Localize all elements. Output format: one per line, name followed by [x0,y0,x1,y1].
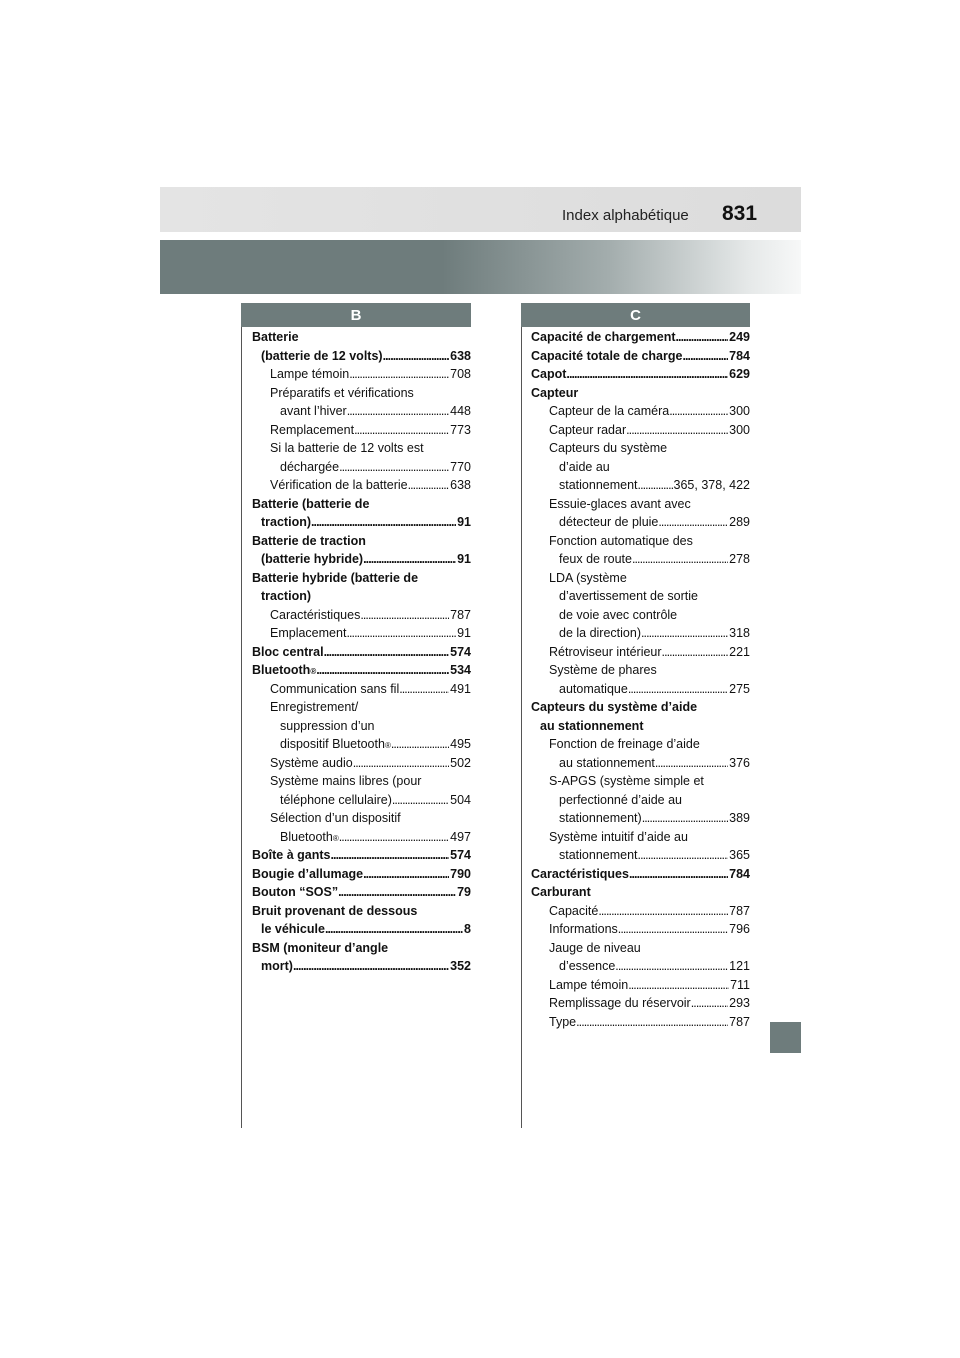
index-entry-text: téléphone cellulaire) [280,792,392,807]
index-entry-page[interactable]: 787 [729,1014,750,1029]
section-header-b: B [241,303,471,327]
index-entry [252,587,471,606]
index-entry-page[interactable]: 376 [729,755,750,770]
index-entry [252,902,471,921]
column-divider-left [241,303,242,1128]
index-entry-text: Système audio [270,755,353,770]
dot-leader [628,976,729,995]
index-entry-text: Fonction de freinage d’aide [549,737,700,751]
index-entry-text: Informations [549,922,618,936]
index-entry-text: Jauge de niveau [549,940,641,955]
index-entry: Bluetooth ® . . . 497 [252,828,471,847]
index-entry-text: suppression d’un [280,718,375,733]
index-entry-page[interactable]: 221 [729,644,750,659]
page-number: 831 [722,202,758,225]
index-entry-page[interactable]: 275 [729,681,750,696]
index-entry [252,439,471,458]
index-entry-text: Caractéristiques [270,607,361,622]
index-entry-page[interactable]: 300 [729,422,750,437]
index-entry [531,865,750,884]
index-entry-page[interactable]: 91 [457,626,471,640]
index-entry-page[interactable]: 389 [729,811,750,825]
dot-leader [363,865,449,884]
index-entry-text: Capacité totale de charge [531,348,683,363]
dot-leader [339,458,449,477]
index-column-c [531,328,750,1031]
dot-leader [642,809,728,828]
index-entry-page[interactable]: 574 [450,848,471,862]
index-entry-page[interactable]: 574 [450,644,471,659]
index-entry-text: automatique [559,681,628,696]
dot-leader [641,624,728,643]
index-entry-page[interactable]: 495 [450,737,471,751]
index-entry [252,939,471,958]
dot-leader [339,828,449,847]
index-entry [252,865,471,884]
dot-leader [626,421,728,440]
index-entry-text: Essuie-glaces avant avec [549,496,691,511]
index-entry [531,439,750,458]
index-entry [252,680,471,699]
index-entry [252,624,471,643]
index-column-b [252,328,471,976]
index-entry-text: de la direction) [559,626,641,640]
index-entry [531,717,750,736]
index-entry-text: Préparatifs et vérifications [270,385,414,400]
column-divider-right [521,303,522,1128]
index-entry-page[interactable]: 497 [450,829,471,844]
index-entry [531,772,750,791]
index-entry [252,772,471,791]
index-entry [531,532,750,551]
index-entry [252,606,471,625]
index-entry-text: au stationnement [559,755,655,770]
index-entry [531,384,750,403]
index-entry-text: LDA (système [549,570,627,585]
index-entry [531,550,750,569]
dot-leader [399,680,449,699]
dot-leader [331,846,450,865]
index-entry [531,920,750,939]
index-entry-text: Batterie (batterie de [252,496,370,511]
dot-leader [655,754,728,773]
index-entry [531,754,750,773]
index-entry-text: Lampe témoin [270,367,350,381]
index-entry-text: le véhicule [261,922,325,936]
index-entry [252,957,471,976]
index-entry-page[interactable]: 708 [450,367,471,381]
index-entry-text: perfectionné d’aide au [559,792,683,807]
index-entry-page[interactable]: 91 [457,515,471,529]
dot-leader [346,624,456,643]
index-entry-text: Batterie [252,330,299,344]
header-title: Index alphabétique [562,207,689,224]
index-entry-text: traction) [261,515,311,529]
index-entry-page[interactable]: 790 [450,866,471,881]
index-entry [531,1013,750,1032]
index-entry-text: Sélection d’un dispositif [270,811,401,825]
index-entry-text: Capacité [549,903,599,918]
index-entry-page[interactable]: 784 [729,348,750,363]
dot-leader [638,476,673,495]
index-entry-text: de voie avec contrôle [559,607,678,622]
index-entry [252,513,471,532]
index-entry [252,365,471,384]
index-entry-text: S-APGS (système simple et [549,774,704,788]
index-entry-text: Système mains libres (pour [270,774,422,788]
index-entry-text: Communication sans fil [270,681,400,696]
index-entry-page[interactable]: 770 [450,459,471,474]
index-entry [531,495,750,514]
index-entry [252,402,471,421]
index-entry [252,421,471,440]
index-entry-page[interactable]: 711 [730,977,750,992]
index-entry [531,976,750,995]
dot-leader [658,513,728,532]
index-entry [531,365,750,384]
index-entry [531,735,750,754]
index-entry [252,698,471,717]
index-entry [252,384,471,403]
index-entry-page[interactable]: 638 [450,478,471,492]
index-entry [531,846,750,865]
dot-leader [638,846,729,865]
index-entry-text: feux de route [559,552,632,566]
index-entry-text: Système intuitif d’aide au [549,829,688,844]
index-entry-page[interactable]: 504 [450,792,471,807]
chapter-side-tab [770,1022,801,1053]
index-entry-page[interactable]: 8 [464,922,471,936]
dot-leader [682,347,728,366]
index-entry-text: au stationnement [540,718,644,733]
dot-leader [629,865,728,884]
index-entry [531,828,750,847]
index-entry-text: traction) [261,589,311,603]
dot-leader [293,957,449,976]
dot-leader [311,513,456,532]
index-entry-text: Remplacement [270,422,355,437]
dot-leader [615,957,728,976]
dot-leader [408,476,450,495]
index-entry-text: Emplacement [270,626,347,640]
index-entry [531,698,750,717]
index-entry-page[interactable]: 448 [450,404,471,418]
index-entry [252,476,471,495]
index-entry [252,717,471,736]
index-entry-text: Capteurs du système d’aide [531,700,698,714]
index-entry-page[interactable]: 79 [457,885,471,899]
index-entry-page[interactable]: 787 [729,903,750,918]
dot-leader [391,735,449,754]
index-entry-page[interactable]: 278 [729,552,750,566]
dot-leader [662,643,729,662]
index-entry [252,846,471,865]
index-entry-text: d’essence [559,959,616,973]
index-entry-text: Lampe témoin [549,977,629,992]
dot-leader [691,994,728,1013]
index-entry [531,458,750,477]
index-entry-page[interactable]: 638 [450,348,471,363]
index-entry-page[interactable]: 300 [729,404,750,418]
index-entry-text: Capteur radar [549,422,627,437]
index-entry-text: Capot [531,367,567,381]
index-entry-text: Si la batterie de 12 volts est [270,441,424,455]
dot-leader [669,402,728,421]
index-entry-text: Bruit provenant de dessous [252,903,418,918]
index-entry-text: (batterie hybride) [261,552,364,566]
index-entry [252,791,471,810]
index-entry-text: Vérification de la batterie [270,478,408,492]
index-entry-page[interactable]: 365, 378, 422 [673,478,750,492]
index-entry [531,587,750,606]
index-entry [531,809,750,828]
index-entry [252,495,471,514]
index-entry [252,532,471,551]
index-entry [252,328,471,347]
dot-leader [347,402,449,421]
index-entry [252,347,471,366]
index-entry-text: Capteurs du système [549,441,668,455]
index-entry-text: Batterie hybride (batterie de [252,570,419,585]
dot-leader [598,902,728,921]
index-entry [531,624,750,643]
index-entry-text: Bluetooth [280,829,333,844]
index-entry-text: stationnement [559,478,638,492]
dot-leader [324,643,450,662]
index-entry [252,458,471,477]
index-entry [531,791,750,810]
index-entry [531,902,750,921]
index-entry-text: d’aide au [559,459,610,474]
index-entry-page[interactable]: 787 [450,607,471,622]
dot-leader [566,365,728,384]
index-entry-page[interactable]: 784 [729,866,750,881]
index-entry-text: Rétroviseur intérieur [549,644,662,659]
index-entry [531,661,750,680]
index-entry-text: Carburant [531,885,591,899]
dot-leader [316,661,449,680]
dot-leader [632,550,728,569]
index-entry [531,347,750,366]
index-entry [531,402,750,421]
index-entry-page[interactable]: 249 [729,330,750,344]
index-entry [252,883,471,902]
index-entry-text: Capteur [531,385,579,400]
index-entry-text: Capteur de la caméra [549,404,670,418]
index-entry [531,513,750,532]
index-entry [531,643,750,662]
dot-leader [383,347,450,366]
index-entry [531,994,750,1013]
dot-leader [349,365,449,384]
header-gradient-band [160,240,801,294]
index-entry [531,606,750,625]
dot-leader [354,421,449,440]
index-entry [531,476,750,495]
index-entry-text: détecteur de pluie [559,515,659,529]
index-entry [531,421,750,440]
dot-leader [363,550,456,569]
dot-leader [353,754,449,773]
dot-leader [576,1013,728,1032]
index-entry-page[interactable]: 491 [450,681,471,696]
index-entry-text: Remplissage du réservoir [549,996,691,1010]
section-header-c: C [521,303,750,327]
index-entry-page[interactable]: 289 [729,515,750,529]
index-entry-text: Capacité de chargement [531,330,676,344]
index-entry-text: (batterie de 12 volts) [261,348,383,363]
index-entry [252,920,471,939]
index-entry-page[interactable]: 796 [729,922,750,936]
index-entry-text: stationnement) [559,811,642,825]
dot-leader [338,883,456,902]
index-entry [252,643,471,662]
index-entry-text: Bloc central [252,644,324,659]
index-entry: Bluetooth ® . . . 534 [252,661,471,680]
dot-leader [392,791,449,810]
index-entry-text: déchargée [280,459,340,474]
index-entry-text: Système de phares [549,663,657,677]
index-entry [531,939,750,958]
index-entry-page[interactable]: 365 [729,848,750,862]
index-entry [531,680,750,699]
index-entry-text: Boîte à gants [252,848,331,862]
index-entry [531,957,750,976]
index-entry-text: Bluetooth [252,663,311,677]
index-entry [252,809,471,828]
index-entry-text: d’avertissement de sortie [559,589,698,603]
index-entry-page[interactable]: 121 [729,959,750,973]
index-entry-text: Fonction automatique des [549,533,693,548]
index-entry-text: avant l’hiver [280,404,347,418]
index-entry-text: Caractéristiques [531,866,629,881]
index-entry-text: Type [549,1014,577,1029]
index-entry-page[interactable]: 352 [450,959,471,973]
index-entry [252,550,471,569]
index-entry [252,754,471,773]
index-entry: dispositif Bluetooth ® . . . 495 [252,735,471,754]
index-entry-page[interactable]: 91 [457,552,471,566]
dot-leader [676,328,729,347]
index-entry-text: Enregistrement/ [270,700,359,714]
index-entry-page[interactable]: 773 [450,422,471,437]
index-entry [531,883,750,902]
dot-leader [325,920,463,939]
dot-leader [628,680,728,699]
index-entry [252,569,471,588]
index-entry [531,569,750,588]
index-entry-text: Bougie d’allumage [252,866,364,881]
dot-leader [360,606,449,625]
index-entry-text: dispositif Bluetooth [280,737,385,751]
index-entry-text: stationnement [559,848,638,862]
index-entry-page[interactable]: 318 [729,626,750,640]
index-entry-page[interactable]: 293 [729,996,750,1010]
index-entry-text: BSM (moniteur d’angle [252,940,389,955]
header-bar [160,187,801,232]
index-entry-page[interactable]: 502 [450,755,471,770]
index-entry-text: mort) [261,959,293,973]
index-entry-page[interactable]: 534 [450,663,471,677]
index-entry-text: Batterie de traction [252,533,366,548]
index-entry-text: Bouton “SOS” [252,885,339,899]
dot-leader [618,920,728,939]
index-entry-page[interactable]: 629 [729,367,750,381]
index-entry [531,328,750,347]
